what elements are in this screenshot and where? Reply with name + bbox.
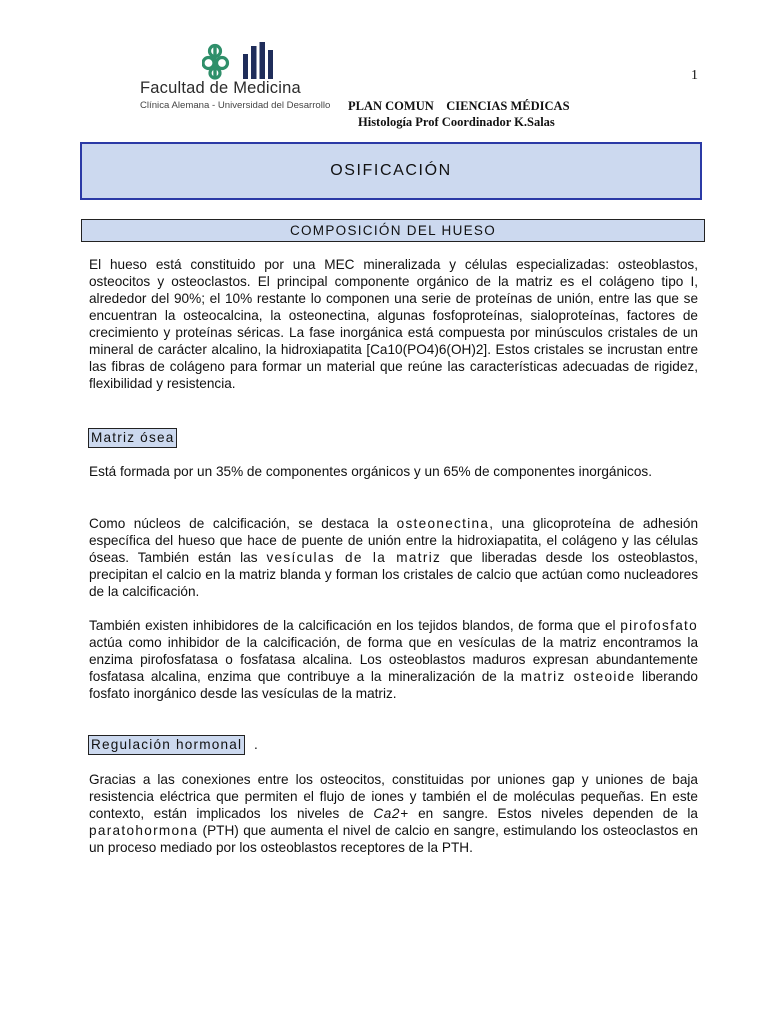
term-matriz-osteoide: matriz osteoide xyxy=(520,669,636,684)
matriz-paragraph-2 xyxy=(89,515,698,600)
regulacion-paragraph xyxy=(89,771,698,856)
paragraph-text: liberando fosfato inorgánico desde las vesículas de la matriz. xyxy=(89,669,698,701)
document-title: OSIFICACIÓN xyxy=(330,162,452,179)
matriz-paragraph-1: Está formada por un 35% de componentes orgánicos y un 65% de componentes inorgánicos. xyxy=(89,464,652,479)
term-pirofosfato: pirofosfato xyxy=(620,618,698,633)
paragraph-text: que liberadas desde los osteoblastos, precipitan el calcio en la matriz blanda y forman los cristales de calcio que actúan como nucleadores de la calcificación. xyxy=(89,550,698,599)
paragraph-text: en sangre. Estos niveles dependen de la xyxy=(408,806,698,821)
subheading-regulacion: Regulación hormonal xyxy=(88,735,245,755)
section-heading: COMPOSICIÓN DEL HUESO xyxy=(289,223,497,238)
term-calcium-ion: Ca2+ xyxy=(373,806,409,821)
title-box xyxy=(80,142,702,200)
paragraph-text: actúa como inhibidor de la calcificación, de forma que en vesículas de la matriz encontramos la enzima pirofosfatasa o fosfatasa alcalina. Los osteoblastos maduros expresan abundantemente fosfatasa alcalina, enzima que contribuye a la mineralización de la xyxy=(89,635,698,684)
section-heading-box xyxy=(81,219,705,242)
term-paratohormona: paratohormona xyxy=(89,823,199,838)
paragraph-text: También existen inhibidores de la calcificación en los tejidos blandos, de forma que el xyxy=(89,618,621,633)
paragraph-text: (PTH) que aumenta el nivel de calcio en sangre, estimulando los osteoclastos en un proceso mediado por los osteoblastos receptores de la PTH. xyxy=(89,823,698,855)
logo-title: Facultad de Medicina xyxy=(140,79,301,97)
paragraph-text: Gracias a las conexiones entre los osteocitos, constituidas por uniones gap y uniones de baja resistencia eléctrica que permiten el flujo de iones y también el de moléculas pequeñas. En este contexto, están implicados los niveles de xyxy=(89,772,698,821)
faculty-logo-mark-icon xyxy=(202,42,288,80)
term-osteonectina: osteonectina xyxy=(396,516,490,531)
coordinator-heading: Histología Prof Coordinador K.Salas xyxy=(358,115,555,129)
matriz-paragraph-3 xyxy=(89,617,698,702)
page-number: 1 xyxy=(691,68,698,83)
term-vesiculas: vesículas de la matriz xyxy=(266,550,442,565)
logo-subtitle: Clínica Alemana - Universidad del Desarrollo xyxy=(140,100,331,111)
heading-trailing-period: . xyxy=(254,737,258,752)
subheading-matriz: Matriz ósea xyxy=(88,428,177,448)
paragraph-text: Como núcleos de calcificación, se destaca la xyxy=(89,516,397,531)
course-heading: PLAN COMUN CIENCIAS MÉDICAS xyxy=(348,99,570,113)
faculty-logo xyxy=(140,42,350,112)
paragraph-text: , una glicoproteína de adhesión específica del hueso que hace de puente de unión entre la hidroxiapatita, el colágeno y las células óseas. También están las xyxy=(89,516,699,565)
intro-paragraph: El hueso está constituido por una MEC mineralizada y células especializadas: osteoblastos, osteocitos y osteoclastos. El principal componente orgánico de la matriz es el colágeno tipo I, alrededor del 90%; el 10% restante lo componen una serie de proteínas de unión, entre las que se encuentran la osteocalcina, la osteonectina, algunas fosfoproteínas, sialoproteínas, factores de crecimiento y proteínas séricas. La fase inorgánica está compuesta por minúsculos cristales de un mineral de carácter alcalino, la hidroxiapatita [Ca10(PO4)6(OH)2]. Estos cristales se incrustan entre las fibras de colágeno para formar un material que reúne las características adecuadas de rigidez, flexibilidad y resistencia. xyxy=(89,257,698,391)
